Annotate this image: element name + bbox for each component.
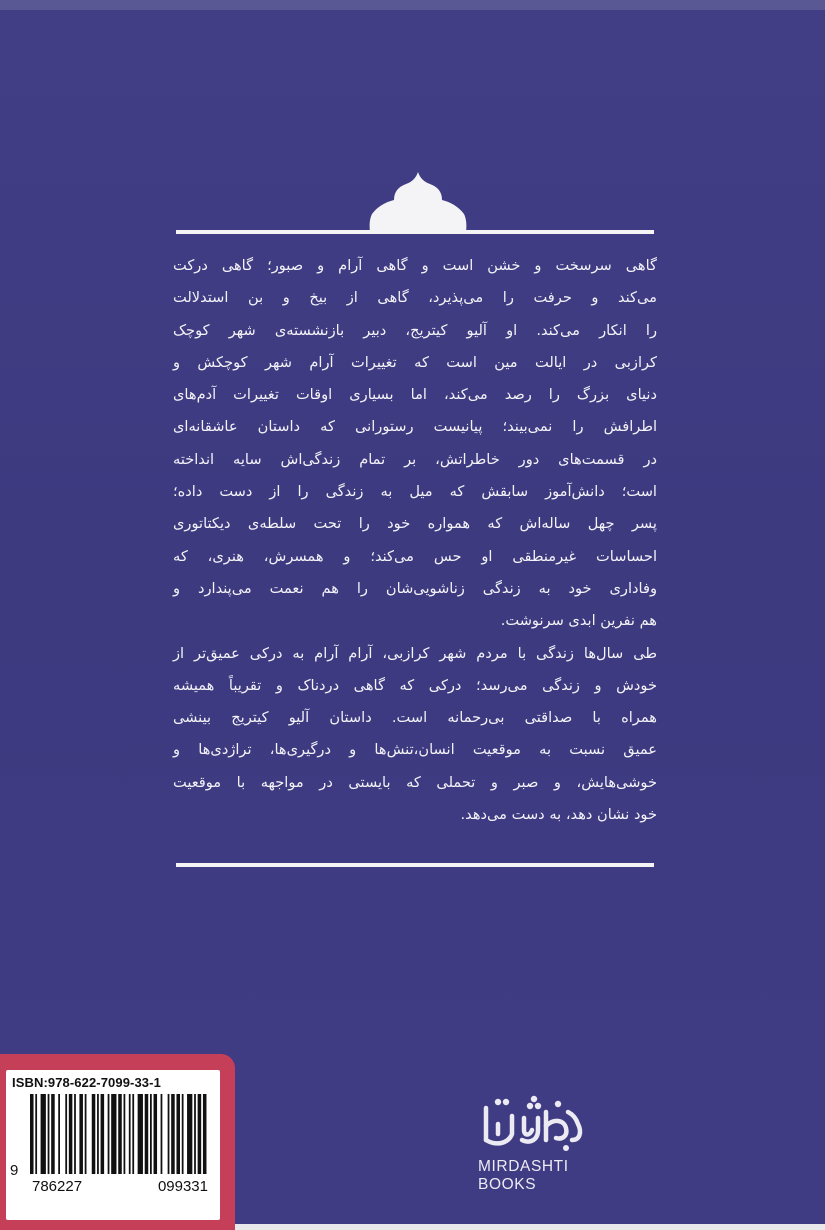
barcode-bar bbox=[48, 1094, 50, 1174]
mirdashti-calligraphy-logo-icon bbox=[478, 1090, 588, 1154]
blurb-line: همراه با صداقتی بی‌رحمانه است. داستان آلیو کیتریج بینشی bbox=[173, 709, 657, 727]
barcode-group-2: 099331 bbox=[157, 1178, 208, 1195]
barcode-bar bbox=[168, 1094, 170, 1174]
publisher-name: MIRDASHTI BOOKS bbox=[478, 1158, 569, 1193]
barcode-bar bbox=[51, 1094, 55, 1174]
barcode-bar bbox=[129, 1094, 131, 1174]
barcode-bar bbox=[65, 1094, 67, 1174]
blurb-line: کرازبی در ایالت مین است که تغییرات آرام شهر کوچکش و bbox=[173, 353, 657, 371]
barcode-bar bbox=[132, 1094, 134, 1174]
barcode-bar bbox=[69, 1094, 73, 1174]
barcode-bar bbox=[30, 1094, 34, 1174]
blurb-line: می‌کند و حرفت را می‌پذیرد، گاهی از بیخ و بن استدلالت bbox=[173, 289, 657, 307]
blurb-text bbox=[173, 250, 657, 831]
barcode-bar bbox=[111, 1094, 116, 1174]
barcode-bar bbox=[79, 1094, 83, 1174]
blurb-line: خودش و زندگی می‌رسد؛ درکی که گاهی دردناک و تقریباً همیشه bbox=[173, 676, 657, 694]
blurb-line: خوشی‌هایش، و صبر و تحملی که بایستی در مواجهه با موقعیت bbox=[173, 773, 657, 791]
top-edge bbox=[0, 0, 825, 10]
barcode-bar bbox=[118, 1094, 122, 1174]
blurb-paragraph-1 bbox=[173, 250, 657, 638]
barcode-icon bbox=[30, 1094, 210, 1174]
barcode-bar bbox=[108, 1094, 110, 1174]
barcode-bar bbox=[187, 1094, 192, 1174]
blurb-line: طی سال‌ها زندگی با مردم شهر کرازبی، آرام آرام به درکی عمیق‌تر از bbox=[173, 644, 657, 662]
barcode-bar bbox=[150, 1094, 152, 1174]
barcode-bar bbox=[138, 1094, 143, 1174]
blurb-paragraph-2 bbox=[173, 638, 657, 832]
top-divider bbox=[176, 230, 654, 234]
barcode-bar bbox=[58, 1094, 60, 1174]
dome-ornament-icon bbox=[368, 170, 468, 234]
barcode-bar bbox=[124, 1094, 126, 1174]
blurb-line: است؛ دانش‌آموز سابقش که میل به زندگی را از دست داده؛ bbox=[173, 483, 657, 501]
barcode-group-1: 786227 bbox=[32, 1178, 83, 1195]
blurb-line: هم نفرین ابدی سرنوشت. bbox=[500, 612, 657, 630]
barcode-bar bbox=[154, 1094, 158, 1174]
barcode-bar bbox=[198, 1094, 202, 1174]
barcode-digits bbox=[30, 1178, 210, 1195]
barcode-bar bbox=[97, 1094, 99, 1174]
blurb-line: اطرافش را نمی‌بیند؛ پیانیست رستورانی که داستان عاشقانه‌ای bbox=[173, 418, 657, 436]
bottom-divider bbox=[176, 863, 654, 867]
barcode-bar bbox=[74, 1094, 76, 1174]
barcode-bar bbox=[182, 1094, 184, 1174]
barcode-bar bbox=[161, 1094, 163, 1174]
blurb-line: در قسمت‌های دور خاطراتش، بر تمام زندگی‌اش سایه انداخته bbox=[173, 450, 657, 468]
blurb-line: احساسات غیرمنطقی او حس می‌کند؛ و همسرش، هنری، که bbox=[173, 547, 657, 565]
barcode-bar bbox=[194, 1094, 196, 1174]
barcode-bar bbox=[41, 1094, 46, 1174]
blurb-line: وفاداری خود به زندگی زناشویی‌شان را هم نعمت می‌پندارد و bbox=[173, 579, 657, 597]
blurb-line: خود نشان دهد، به دست می‌دهد. bbox=[460, 806, 657, 824]
barcode-bar bbox=[171, 1094, 175, 1174]
barcode-bar bbox=[35, 1094, 37, 1174]
barcode-first-digit: 9 bbox=[10, 1162, 19, 1179]
blurb-line: عمیق نسبت به موقعیت انسان،تنش‌ها و درگیری‌ها، تراژدی‌ها و bbox=[173, 741, 657, 759]
barcode-bar bbox=[101, 1094, 105, 1174]
blurb-line: گاهی سرسخت و خشن است و گاهی آرام و صبور؛ گاهی درکت bbox=[173, 257, 657, 274]
barcode-bar bbox=[176, 1094, 180, 1174]
blurb-line: دنیای بزرگ را رصد می‌کند، اما بسیاری اوقات تغییرات آدم‌های bbox=[173, 386, 657, 404]
blurb-line: پسر چهل ساله‌اش که همواره خود را تحت سلطه‌ی دیکتاتوری bbox=[173, 515, 657, 533]
barcode-bar bbox=[145, 1094, 149, 1174]
barcode-bar bbox=[92, 1094, 96, 1174]
barcode-bar bbox=[203, 1094, 207, 1174]
barcode-bar bbox=[85, 1094, 87, 1174]
isbn-label: ISBN:978-622-7099-33-1 bbox=[12, 1075, 161, 1090]
blurb-line: را انکار می‌کند. او آلیو کیتریج، دبیر بازنشسته‌ی شهر کوچک bbox=[173, 321, 657, 339]
